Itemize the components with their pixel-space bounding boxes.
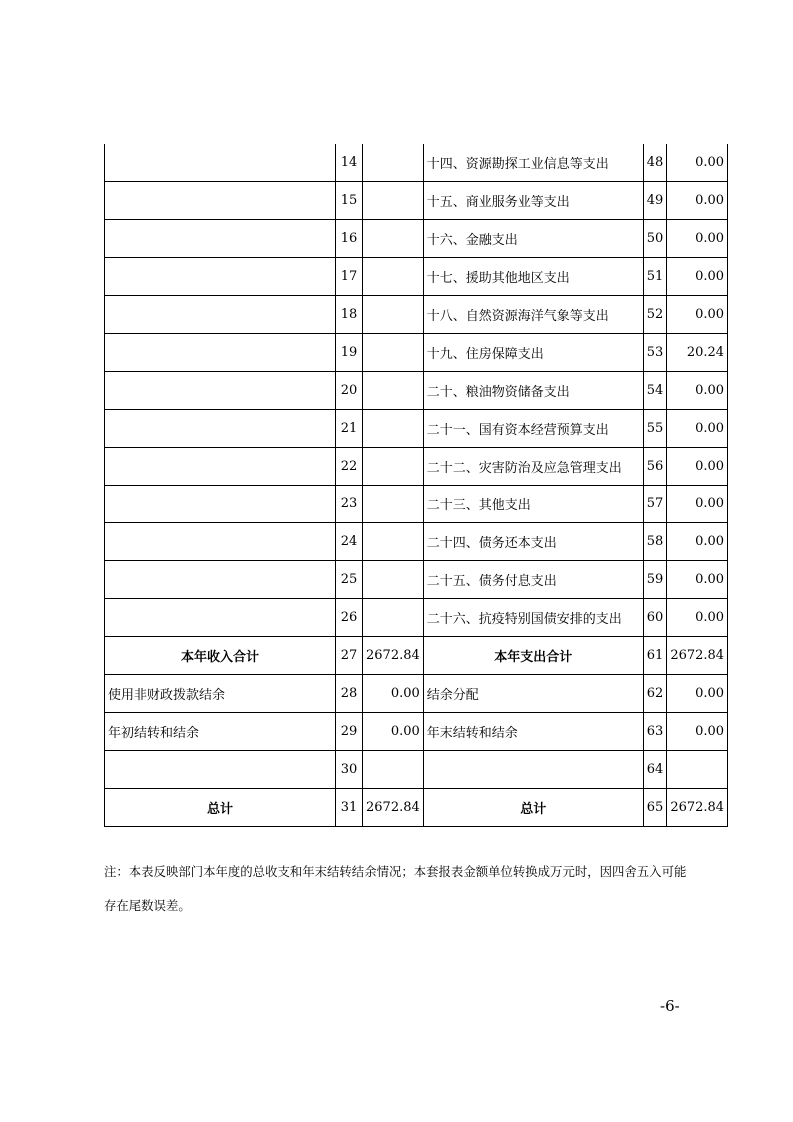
income-amount: [363, 182, 424, 220]
expense-line-number: 57: [643, 485, 667, 523]
income-item-label: [105, 750, 336, 788]
income-line-number: 24: [336, 523, 363, 561]
expense-item-label: 本年支出合计: [423, 637, 643, 675]
expense-amount: 0.00: [667, 523, 728, 561]
income-amount: 2672.84: [363, 788, 424, 826]
income-amount: 0.00: [363, 712, 424, 750]
income-item-label: [105, 296, 336, 334]
table-row: [105, 409, 728, 447]
expense-amount: 20.24: [667, 333, 728, 371]
income-item-label: [105, 182, 336, 220]
income-item-label: [105, 258, 336, 296]
income-line-number: 15: [336, 182, 363, 220]
expense-amount: 0.00: [667, 561, 728, 599]
income-line-number: 20: [336, 371, 363, 409]
expense-amount: 0.00: [667, 182, 728, 220]
income-item-label: 本年收入合计: [105, 637, 336, 675]
income-amount: [363, 296, 424, 334]
income-line-number: 28: [336, 674, 363, 712]
table-row: [105, 750, 728, 788]
expense-item-label: 年末结转和结余: [423, 712, 643, 750]
table-row: [105, 637, 728, 675]
income-item-label: 总计: [105, 788, 336, 826]
table-row: [105, 144, 728, 182]
income-line-number: 29: [336, 712, 363, 750]
expense-amount: 0.00: [667, 409, 728, 447]
expense-line-number: 56: [643, 447, 667, 485]
expense-item-label: 二十三、其他支出: [423, 485, 643, 523]
income-amount: [363, 750, 424, 788]
income-amount: [363, 409, 424, 447]
expense-item-label: 二十、粮油物资储备支出: [423, 371, 643, 409]
expense-line-number: 65: [643, 788, 667, 826]
table-body: [105, 144, 728, 826]
expense-line-number: 59: [643, 561, 667, 599]
expense-amount: [667, 750, 728, 788]
table-row: [105, 599, 728, 637]
expense-line-number: 55: [643, 409, 667, 447]
expense-amount: 0.00: [667, 144, 728, 182]
expense-amount: 2672.84: [667, 637, 728, 675]
income-amount: [363, 599, 424, 637]
table-row: [105, 523, 728, 561]
note-line-2: 存在尾数误差。: [104, 898, 191, 913]
income-amount: [363, 220, 424, 258]
expense-line-number: 48: [643, 144, 667, 182]
income-amount: 2672.84: [363, 637, 424, 675]
expense-item-label: 十八、自然资源海洋气象等支出: [423, 296, 643, 334]
expense-item-label: 二十六、抗疫特别国债安排的支出: [423, 599, 643, 637]
income-item-label: [105, 371, 336, 409]
income-amount: [363, 333, 424, 371]
income-amount: [363, 523, 424, 561]
expense-item-label: 二十一、国有资本经营预算支出: [423, 409, 643, 447]
table-row: [105, 371, 728, 409]
income-amount: 0.00: [363, 674, 424, 712]
expense-amount: 2672.84: [667, 788, 728, 826]
income-item-label: [105, 599, 336, 637]
table-note: [104, 855, 724, 923]
expense-amount: 0.00: [667, 599, 728, 637]
income-item-label: 年初结转和结余: [105, 712, 336, 750]
table-row: [105, 220, 728, 258]
expense-item-label: 二十二、灾害防治及应急管理支出: [423, 447, 643, 485]
income-amount: [363, 144, 424, 182]
expense-item-label: 十五、商业服务业等支出: [423, 182, 643, 220]
table-row: [105, 561, 728, 599]
expense-amount: 0.00: [667, 674, 728, 712]
expense-amount: 0.00: [667, 258, 728, 296]
income-item-label: [105, 561, 336, 599]
income-amount: [363, 371, 424, 409]
expense-line-number: 53: [643, 333, 667, 371]
expense-line-number: 49: [643, 182, 667, 220]
expense-line-number: 52: [643, 296, 667, 334]
expense-amount: 0.00: [667, 296, 728, 334]
expense-line-number: 54: [643, 371, 667, 409]
expense-item-label: 十七、援助其他地区支出: [423, 258, 643, 296]
expense-amount: 0.00: [667, 371, 728, 409]
expense-item-label: 二十四、债务还本支出: [423, 523, 643, 561]
table-row: [105, 296, 728, 334]
expense-line-number: 63: [643, 712, 667, 750]
income-line-number: 18: [336, 296, 363, 334]
expense-line-number: 62: [643, 674, 667, 712]
income-line-number: 16: [336, 220, 363, 258]
expense-amount: 0.00: [667, 220, 728, 258]
expense-item-label: 结余分配: [423, 674, 643, 712]
note-line-1: 注：本表反映部门本年度的总收支和年末结转结余情况；本套报表金额单位转换成万元时，因四舍五入可能: [104, 864, 687, 879]
income-line-number: 23: [336, 485, 363, 523]
table-row: [105, 182, 728, 220]
expense-item-label: 十四、资源勘探工业信息等支出: [423, 144, 643, 182]
income-amount: [363, 258, 424, 296]
expense-amount: 0.00: [667, 447, 728, 485]
income-line-number: 31: [336, 788, 363, 826]
income-item-label: [105, 144, 336, 182]
expense-line-number: 58: [643, 523, 667, 561]
income-line-number: 22: [336, 447, 363, 485]
income-item-label: [105, 523, 336, 561]
income-line-number: 14: [336, 144, 363, 182]
income-amount: [363, 447, 424, 485]
income-item-label: [105, 333, 336, 371]
expense-item-label: 二十五、债务付息支出: [423, 561, 643, 599]
expense-amount: 0.00: [667, 485, 728, 523]
income-line-number: 25: [336, 561, 363, 599]
expense-item-label: 十九、住房保障支出: [423, 333, 643, 371]
income-item-label: [105, 447, 336, 485]
table-row: [105, 258, 728, 296]
income-amount: [363, 561, 424, 599]
expense-line-number: 61: [643, 637, 667, 675]
income-line-number: 30: [336, 750, 363, 788]
table-row: [105, 333, 728, 371]
table-row: [105, 674, 728, 712]
income-line-number: 17: [336, 258, 363, 296]
income-amount: [363, 485, 424, 523]
expense-amount: 0.00: [667, 712, 728, 750]
income-item-label: [105, 220, 336, 258]
expense-item-label: 十六、金融支出: [423, 220, 643, 258]
financial-table: [104, 144, 728, 827]
table-row: [105, 788, 728, 826]
expense-line-number: 64: [643, 750, 667, 788]
income-line-number: 21: [336, 409, 363, 447]
expense-line-number: 50: [643, 220, 667, 258]
expense-item-label: [423, 750, 643, 788]
table-row: [105, 485, 728, 523]
income-line-number: 19: [336, 333, 363, 371]
income-item-label: 使用非财政拨款结余: [105, 674, 336, 712]
income-item-label: [105, 409, 336, 447]
table-row: [105, 712, 728, 750]
income-line-number: 27: [336, 637, 363, 675]
table-row: [105, 447, 728, 485]
income-line-number: 26: [336, 599, 363, 637]
expense-line-number: 60: [643, 599, 667, 637]
expense-line-number: 51: [643, 258, 667, 296]
income-item-label: [105, 485, 336, 523]
expense-item-label: 总计: [423, 788, 643, 826]
page-number: -6-: [660, 997, 680, 1015]
